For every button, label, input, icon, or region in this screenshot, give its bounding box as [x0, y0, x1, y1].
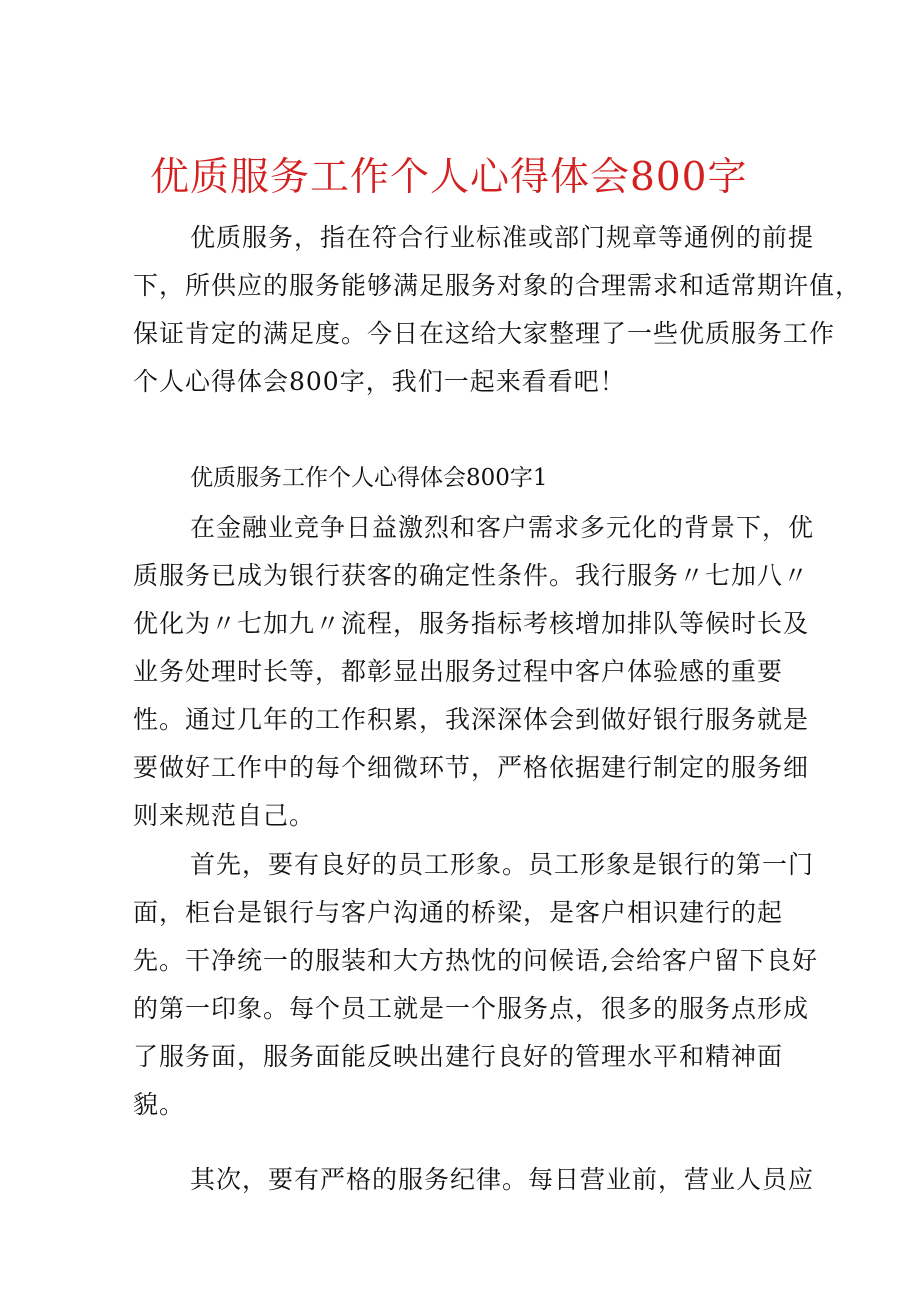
paragraph-1-line-6: 要做好工作中的每个细微环节，严格依据建行制定的服务细 — [133, 753, 810, 782]
paragraph-1-line-2: 质服务已成为银行获客的确定性条件。我行服务〃七加八〃 — [133, 561, 810, 590]
paragraph-2-line-1: 首先，要有良好的员工形象。员工形象是银行的第一门 — [190, 850, 815, 879]
paragraph-2-line-2: 面，柜台是银行与客户沟通的桥梁，是客户相识建行的起 — [133, 898, 784, 927]
intro-line-2: 下，所供应的服务能够满足服务对象的合理需求和适常期许值， — [133, 271, 862, 300]
document-title: 优质服务工作个人心得体会800字 — [150, 155, 748, 200]
intro-line-3: 保证肯定的满足度。今日在这给大家整理了一些优质服务工作 — [133, 319, 836, 348]
paragraph-3-line-1: 其次，要有严格的服务纪律。每日营业前，营业人员应 — [190, 1165, 815, 1194]
paragraph-2-line-3: 先。干净统一的服装和大方热忱的问候语,会给客户留下良好 — [133, 946, 818, 975]
intro-line-1: 优质服务，指在符合行业标准或部门规章等通例的前提 — [190, 223, 815, 252]
paragraph-1-line-3: 优化为〃七加九〃流程，服务指标考核增加排队等候时长及 — [133, 609, 810, 638]
paragraph-1-line-5: 性。通过几年的工作积累，我深深体会到做好银行服务就是 — [133, 705, 810, 734]
paragraph-1-line-7: 则来规范自己。 — [133, 801, 316, 830]
paragraph-1-line-4: 业务处理时长等，都彰显出服务过程中客户体验感的重要 — [133, 657, 784, 686]
paragraph-2-line-5: 了服务面，服务面能反映出建行良好的管理水平和精神面 — [133, 1042, 784, 1071]
paragraph-1-line-1: 在金融业竞争日益激烈和客户需求多元化的背景下，优 — [190, 513, 815, 542]
paragraph-2-line-4: 的第一印象。每个员工就是一个服务点，很多的服务点形成 — [133, 994, 810, 1023]
paragraph-2-line-6: 貌。 — [133, 1090, 186, 1119]
section-heading: 优质服务工作个人心得体会800字1 — [190, 465, 548, 491]
intro-line-4: 个人心得体会800字，我们一起来看看吧！ — [133, 367, 626, 396]
